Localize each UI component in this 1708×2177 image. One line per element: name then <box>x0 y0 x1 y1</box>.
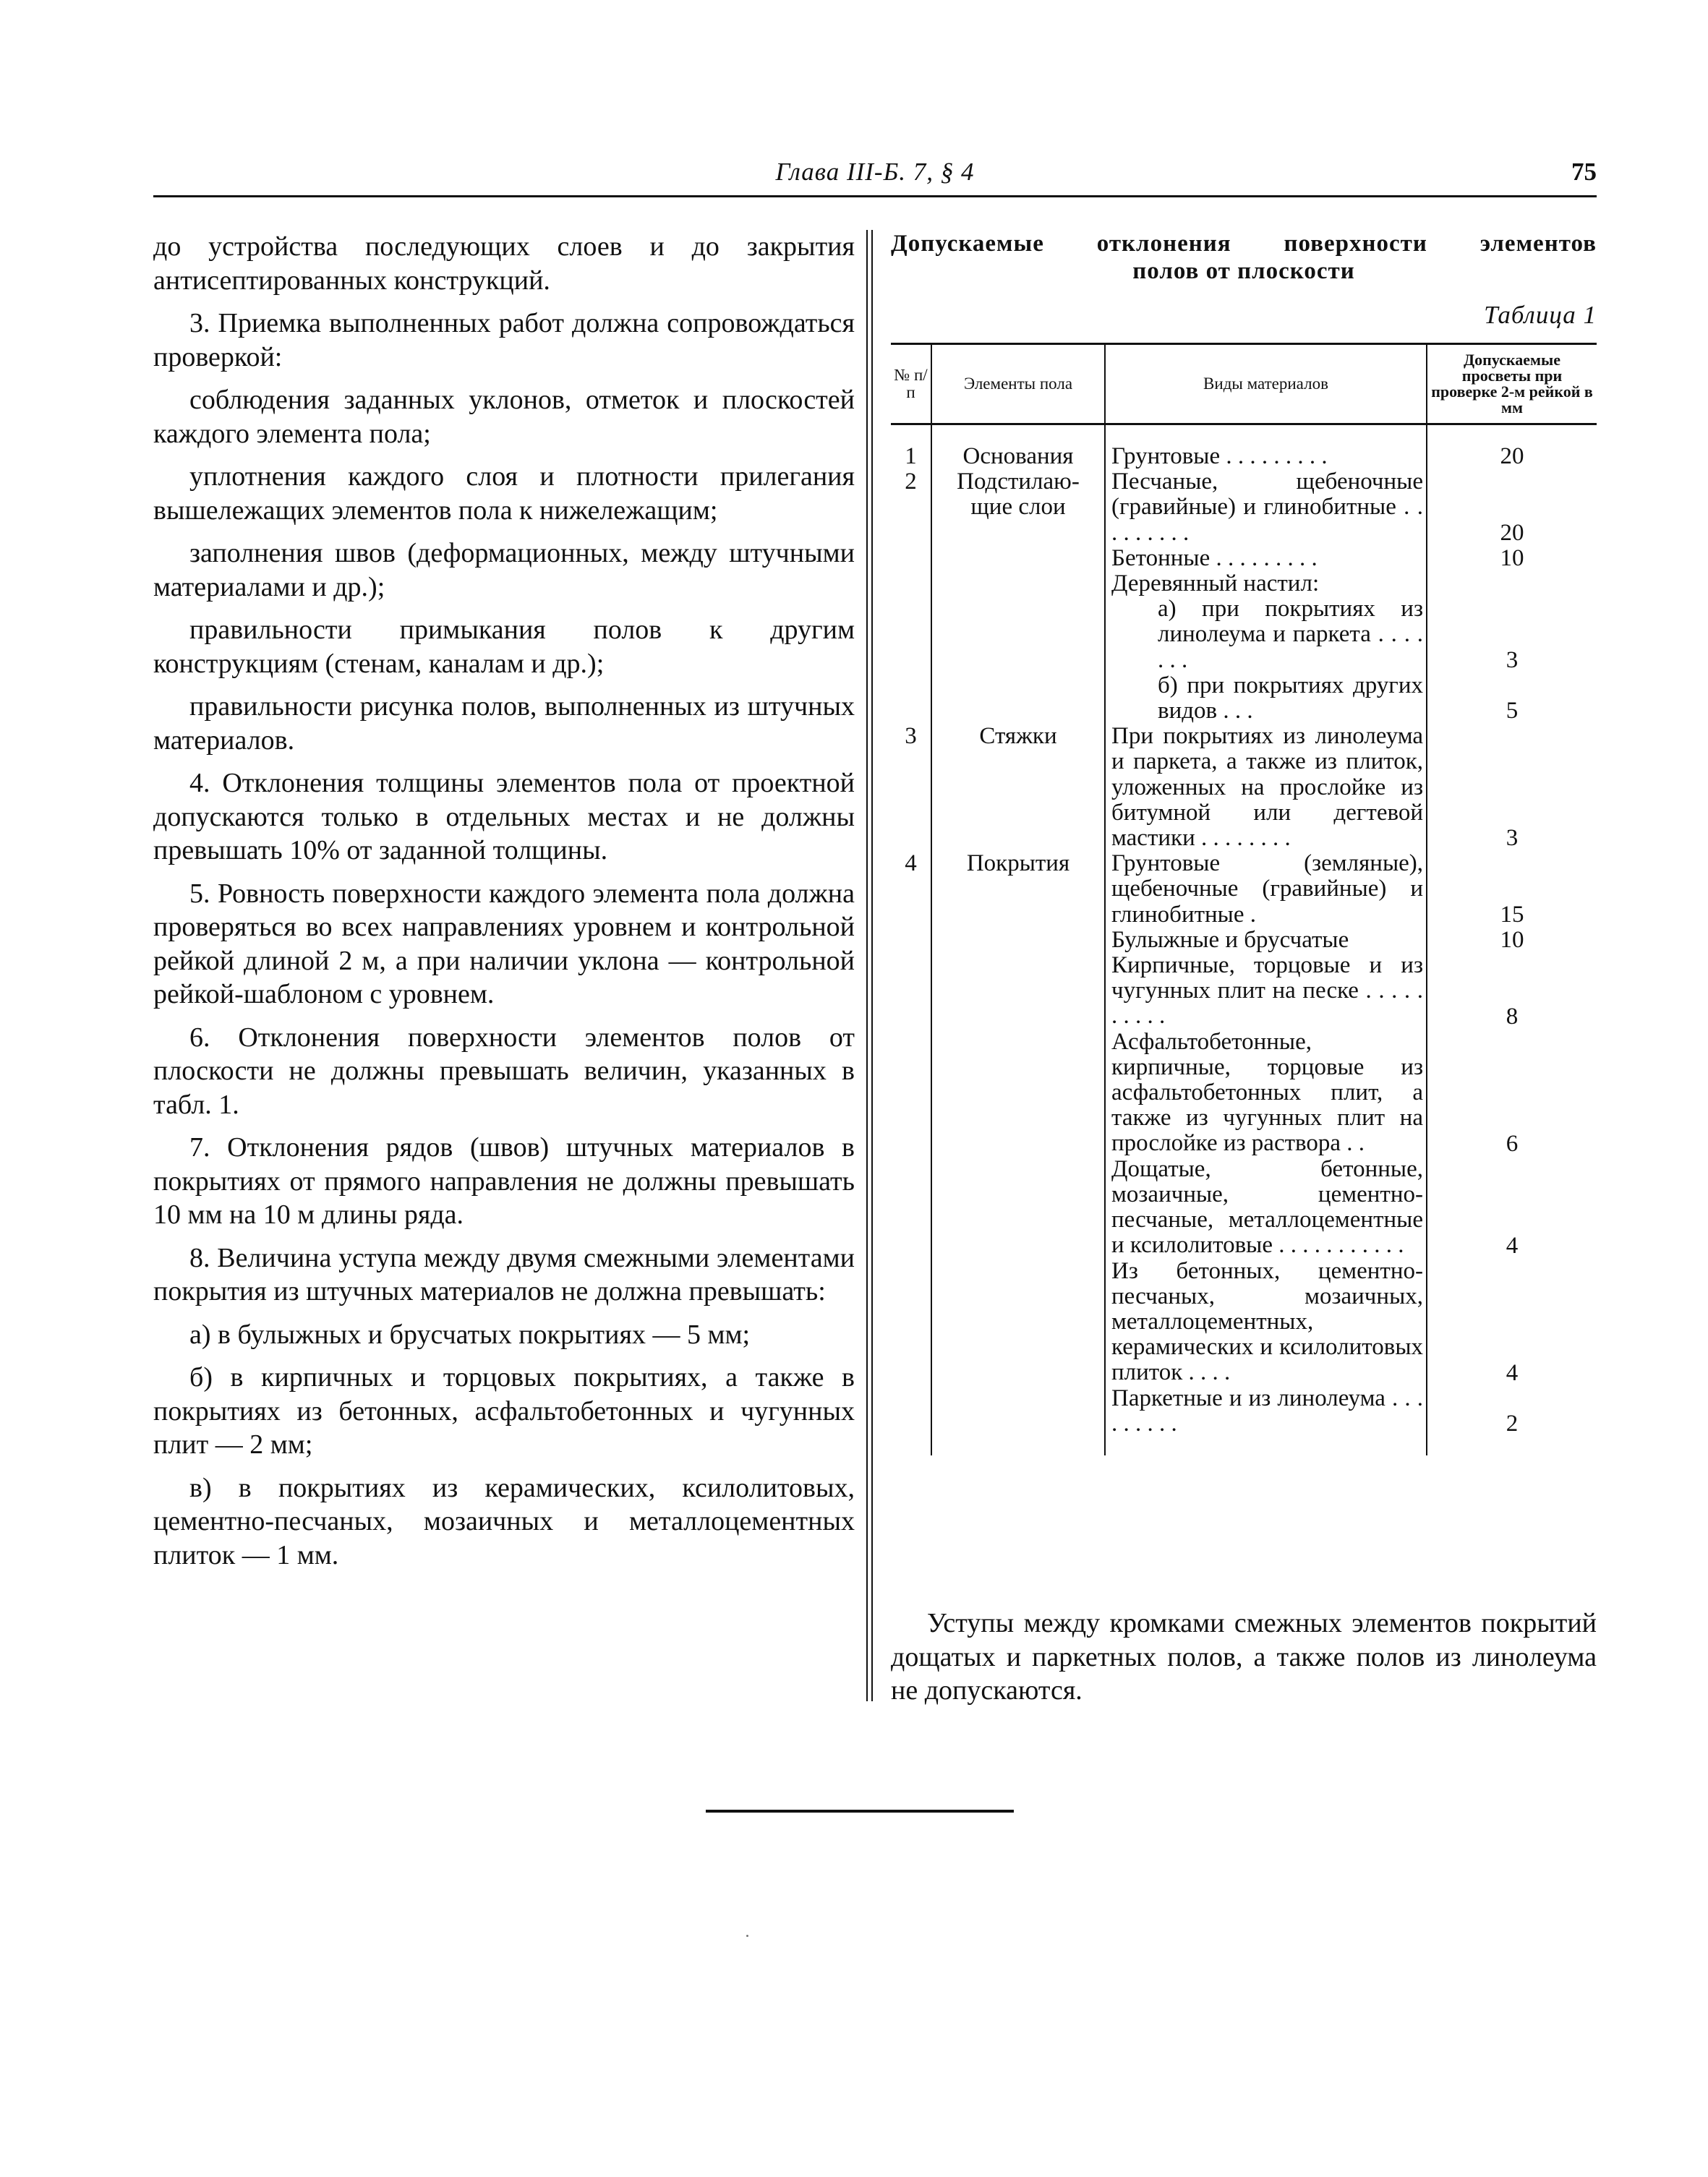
left-text-column <box>153 230 855 1581</box>
tolerance-value: 5 <box>1506 698 1519 724</box>
material-item: Бетонные . . . . . . . . . <box>1111 544 1318 571</box>
table-row <box>891 851 1597 1437</box>
table-label: Таблица 1 <box>1484 301 1597 329</box>
row-values <box>1427 851 1597 1437</box>
table-header-row <box>891 344 1597 424</box>
paragraph: 7. Отклонения рядов (швов) штучных материалов в покрытиях от прямого направления не должны превышать 10 мм на 10 м длины ряда. <box>153 1132 855 1230</box>
header-tolerance: Допускаемые просветы при проверке 2-м рейкой в мм <box>1427 344 1597 424</box>
material-item: Грунтовые . . . . . . . . . <box>1111 443 1328 469</box>
material-item: При покрытиях из линолеума и паркета, а также из плиток, уложенных на прослойке из битумной или дегтевой мастики . . . . . . . . <box>1111 723 1423 852</box>
material-item: а) при покрытиях из линолеума и паркета . . . . . . . <box>1158 596 1423 673</box>
row-number: 4 <box>905 850 917 877</box>
row-materials <box>1105 851 1427 1437</box>
paragraph: правильности рисунка полов, выполненных из штучных материалов. <box>153 691 855 756</box>
material-item: Деревянный настил: <box>1111 570 1320 597</box>
paragraph: 6. Отклонения поверхности элементов полов от плоскости не должны превышать величин, указанных в табл. 1. <box>153 1022 855 1120</box>
header-elements: Элементы пола <box>931 344 1105 424</box>
paragraph: б) в кирпичных и торцовых покрытиях, а также в покрытиях из бетонных, асфальтобетонных и чугунных плит — 2 мм; <box>153 1362 855 1460</box>
row-materials <box>1105 724 1427 851</box>
row-number: 3 <box>905 723 917 750</box>
header-rule <box>153 195 1597 197</box>
tolerance-value: 15 <box>1500 901 1524 928</box>
paragraph: в) в покрытиях из керамических, ксилолитовых, цементно-песчаных, мозаичных и металлоцементных плиток — 1 мм. <box>153 1472 855 1570</box>
paragraph: 3. Приемка выполненных работ должна сопровождаться проверкой: <box>153 308 855 372</box>
table-caption-line1: Допускаемые отклонения поверхности элементов <box>891 231 1597 257</box>
tolerance-value: 4 <box>1506 1232 1519 1259</box>
row-element: Основания Подстилаю- щие слои <box>931 444 1105 724</box>
tolerance-value: 10 <box>1500 545 1524 572</box>
row-values <box>1427 444 1597 724</box>
paragraph: правильности примыкания полов к другим конструкциям (стенам, каналам и др.); <box>153 615 855 679</box>
row-materials <box>1105 444 1427 724</box>
tolerance-value: 2 <box>1506 1410 1519 1437</box>
table-row <box>891 724 1597 851</box>
header-num: № п/п <box>891 344 931 424</box>
tolerance-value: 10 <box>1500 927 1524 954</box>
paragraph: 5. Ровность поверхности каждого элемента пола должна проверяться во всех направлениях уровнем и контрольной рейкой длиной 2 м, а при наличии уклона — контрольной рейкой-шаблоном с уровнем. <box>153 878 855 1009</box>
tolerance-value: 4 <box>1506 1359 1519 1386</box>
tolerance-value: 3 <box>1506 825 1519 852</box>
table-spacer <box>891 424 1597 445</box>
header-materials: Виды материалов <box>1105 344 1427 424</box>
material-item: Кирпичные, торцовые и из чугунных плит на песке . . . . . . . . . . <box>1111 952 1423 1030</box>
tolerance-value: 20 <box>1500 519 1524 546</box>
tolerance-value: 8 <box>1506 1003 1519 1030</box>
speck <box>746 1935 748 1937</box>
tolerance-value: 6 <box>1506 1130 1519 1157</box>
row-element: Стяжки <box>931 724 1105 851</box>
material-item: Дощатые, бетонные, мозаичные, цементно-песчаные, металлоцементные и ксилолитовые . . . . . . . . . . . <box>1111 1155 1423 1259</box>
paragraph: 8. Величина уступа между двумя смежными элементами покрытия из штучных материалов не должна превышать: <box>153 1242 855 1306</box>
row-values <box>1427 724 1597 851</box>
page-number: 75 <box>1571 158 1597 186</box>
paragraph: уплотнения каждого слоя и плотности прилегания вышележащих элементов пола к нижележащим; <box>153 461 855 526</box>
right-column <box>891 230 1597 1455</box>
tolerance-value: 20 <box>1500 443 1524 470</box>
material-item: Булыжные и брусчатые <box>1111 926 1349 953</box>
material-item: Паркетные и из линолеума . . . . . . . . . <box>1111 1385 1423 1437</box>
tolerance-table <box>891 343 1597 1455</box>
end-rule <box>706 1810 1014 1813</box>
column-separator <box>866 230 873 1701</box>
row-number: 1 2 <box>905 443 917 495</box>
material-item: Из бетонных, цементно-песчаных, мозаичных, металлоцементных, керамических и ксилолитовых плиток . . . . <box>1111 1257 1423 1386</box>
running-header <box>153 158 1597 189</box>
note-paragraph: Уступы между кромками смежных элементов покрытий дощатых и паркетных полов, а также полов из линолеума не допускаются. <box>891 1608 1597 1706</box>
paragraph: 4. Отклонения толщины элементов пола от проектной допускаются только в отдельных местах и не должны превышать 10% от заданной толщины. <box>153 768 855 865</box>
paragraph: заполнения швов (деформационных, между штучными материалами и др.); <box>153 538 855 602</box>
table-caption-line2: полов от плоскости <box>1132 258 1355 284</box>
row-element: Покрытия <box>931 851 1105 1437</box>
running-title: Глава III-Б. 7, § 4 <box>775 158 975 186</box>
table-body <box>891 424 1597 1455</box>
table-row <box>891 444 1597 724</box>
material-item: Грунтовые (земляные), щебеночные (гравийные) и глинобитные . <box>1111 850 1423 928</box>
material-item: Песчаные, щебеночные (гравийные) и глинобитные . . . . . . . . . <box>1111 469 1423 546</box>
tolerance-value: 3 <box>1506 646 1519 673</box>
table-spacer <box>891 1437 1597 1455</box>
paragraph: до устройства последующих слоев и до закрытия антисептированных конструкций. <box>153 231 855 296</box>
material-item: б) при покрытиях других видов . . . <box>1158 672 1423 724</box>
paragraph: а) в булыжных и брусчатых покрытиях — 5 мм; <box>189 1319 751 1350</box>
material-item: Асфальтобетонные, кирпичные, торцовые из асфальтобетонных плит, а также из чугунных плит на прослойке из раствора . . <box>1111 1028 1423 1157</box>
paragraph: соблюдения заданных уклонов, отметок и плоскостей каждого элемента пола; <box>153 385 855 449</box>
